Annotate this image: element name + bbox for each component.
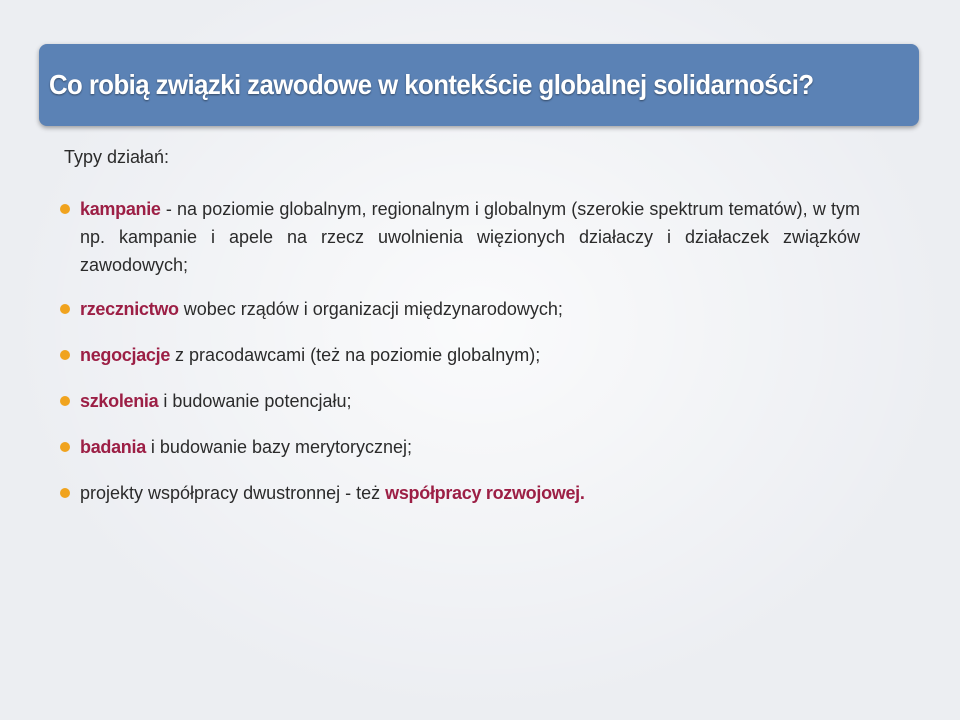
bullet-dot-icon — [60, 396, 70, 406]
keyword-wspolpracy-rozwojowej: współpracy rozwojowej. — [385, 483, 585, 503]
bullet-dot-icon — [60, 442, 70, 452]
keyword-negocjacje: negocjacje — [80, 345, 171, 365]
bullet-dot-icon — [60, 488, 70, 498]
keyword-rzecznictwo: rzecznictwo — [80, 299, 179, 319]
bullet-item-badania — [60, 433, 860, 461]
keyword-kampanie: kampanie — [80, 199, 161, 219]
bullet-item-rzecznictwo — [60, 295, 860, 323]
slide-title: Co robią związki zawodowe w kontekście globalnej solidarności? — [49, 69, 814, 100]
keyword-badania: badania — [80, 437, 146, 457]
bullet-text-szkolenia: i budowanie potencjału; — [158, 391, 352, 411]
bullet-dot-icon — [60, 350, 70, 360]
bullet-item-projekty — [60, 479, 860, 507]
bullet-text-badania: i budowanie bazy merytorycznej; — [145, 437, 413, 457]
bullet-text-negocjacje: z pracodawcami (też na poziomie globalnym); — [170, 345, 541, 365]
subheading: Typy działań: — [64, 147, 170, 167]
bullet-item-negocjacje — [60, 341, 860, 369]
bullet-item-szkolenia — [60, 387, 860, 415]
bullet-list — [60, 195, 860, 525]
bullet-dot-icon — [60, 304, 70, 314]
bullet-dot-icon — [60, 204, 70, 214]
bullet-text-kampanie: - na poziomie globalnym, regionalnym i globalnym (szerokie spektrum tematów), w tym np. kampanie i apele na rzecz uwolnienia więzionych działaczy i działaczek związków zawodowych; — [80, 199, 860, 275]
bullet-text-rzecznictwo: wobec rządów i organizacji międzynarodowych; — [178, 299, 563, 319]
title-bar — [39, 44, 919, 126]
bullet-text-projekty: projekty współpracy dwustronnej - też — [80, 483, 386, 503]
bullet-item-kampanie — [60, 195, 860, 279]
keyword-szkolenia: szkolenia — [80, 391, 159, 411]
